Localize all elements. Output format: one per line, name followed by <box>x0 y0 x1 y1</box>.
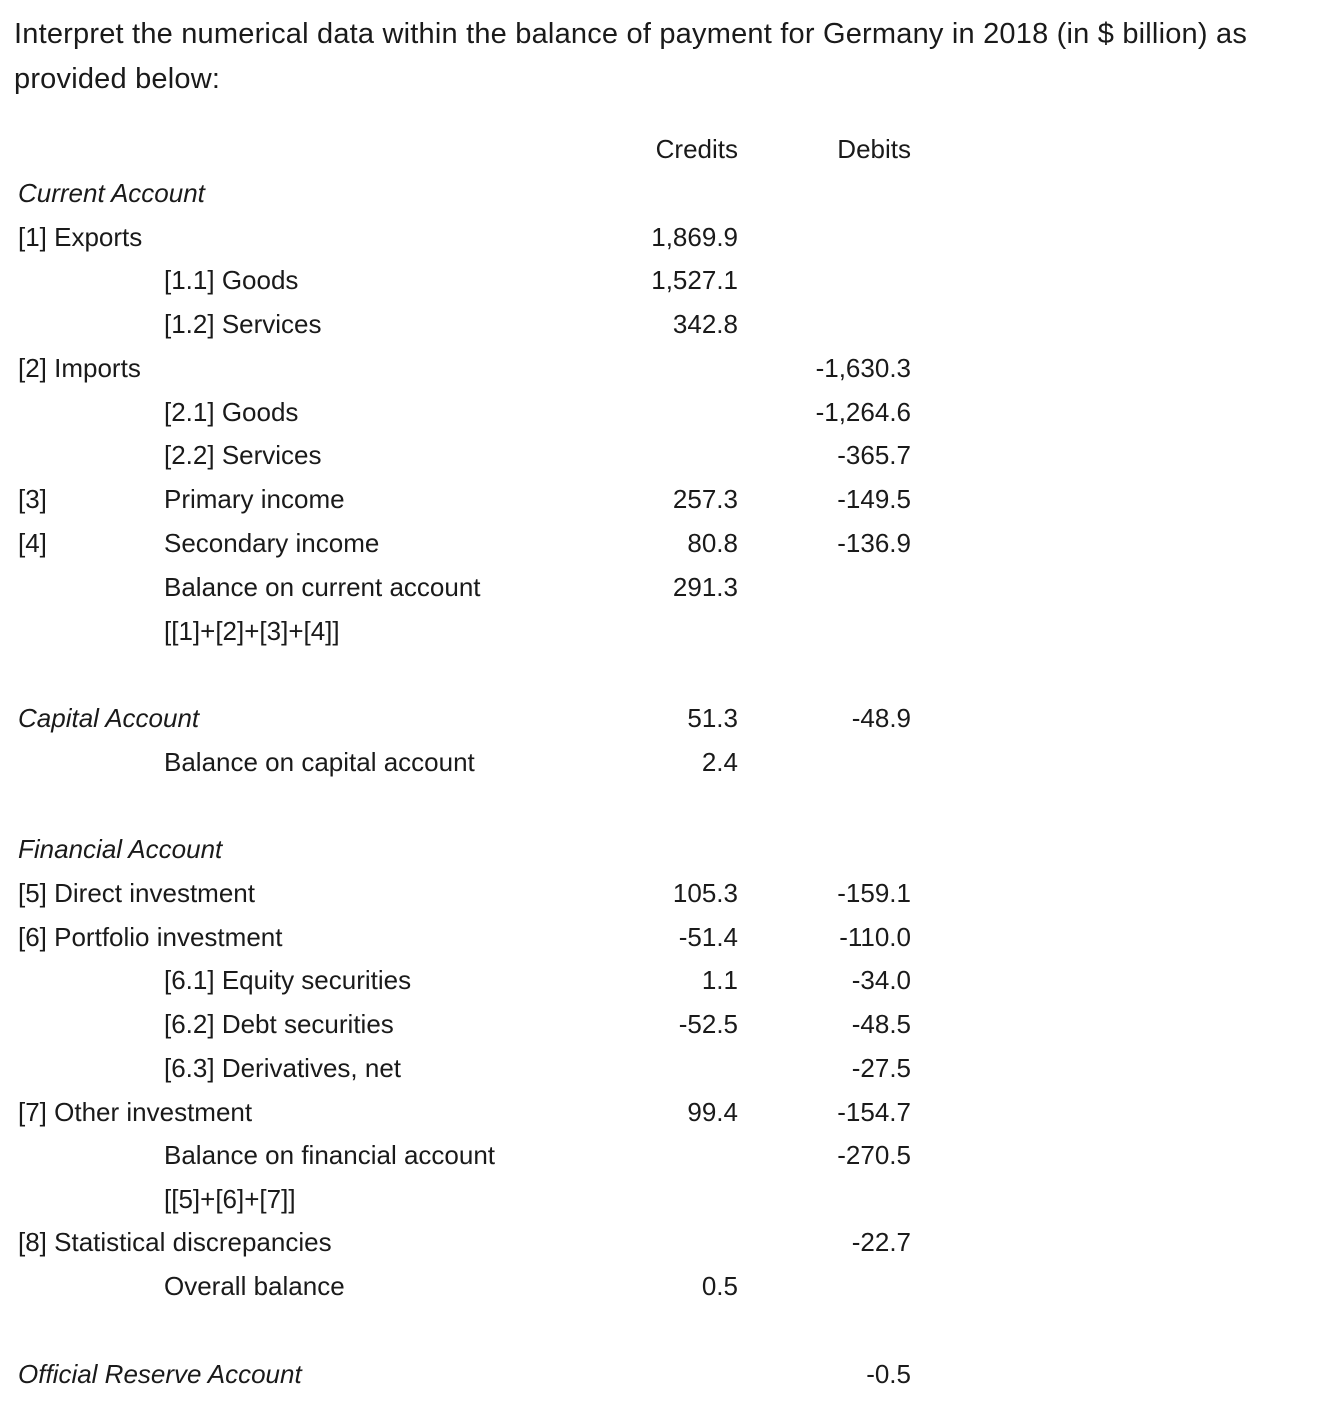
row-imports-goods <box>0 390 1344 434</box>
debit-value: -136.9 <box>837 528 911 558</box>
debit-value: -1,264.6 <box>815 397 911 427</box>
row-label: Current Account <box>18 178 205 208</box>
row-debt-securities <box>0 1002 1344 1046</box>
credits-header: Credits <box>655 134 738 164</box>
debit-value: -0.5 <box>866 1359 911 1389</box>
debit-value: -159.1 <box>837 878 911 908</box>
row-other-investment <box>0 1090 1344 1134</box>
credit-value: 1.1 <box>701 965 738 995</box>
row-secondary-income <box>0 521 1344 565</box>
row-label: [1] Exports <box>18 222 143 252</box>
credit-value: 0.5 <box>701 1271 738 1301</box>
row-label: [2] Imports <box>18 353 141 383</box>
debit-value: -48.9 <box>851 703 911 733</box>
row-balance-capital-account <box>0 740 1344 784</box>
row-formula: [[1]+[2]+[3]+[4]] <box>164 616 340 646</box>
row-label: [6.2] Debt securities <box>164 1009 394 1039</box>
row-equity-securities <box>0 958 1344 1002</box>
debit-value: -149.5 <box>837 484 911 514</box>
row-balance-current-account <box>0 565 1344 609</box>
row-label: Capital Account <box>18 703 200 733</box>
row-label: [6.1] Equity securities <box>164 965 412 995</box>
debit-value: -1,630.3 <box>815 353 911 383</box>
credit-value: 1,869.9 <box>651 222 738 252</box>
credit-value: 51.3 <box>687 703 738 733</box>
credit-value: 291.3 <box>672 572 738 602</box>
row-exports-services <box>0 302 1344 346</box>
debit-value: -110.0 <box>839 922 911 952</box>
row-label: Financial Account <box>18 834 223 864</box>
row-imports <box>0 346 1344 390</box>
credit-value: 257.3 <box>672 484 738 514</box>
credit-value: 80.8 <box>687 528 738 558</box>
section-official-reserve-account <box>0 1352 1344 1396</box>
question-text: Interpret the numerical data within the balance of payment for Germany in 2018 (in $ billion) as provided below: <box>14 18 1248 95</box>
row-imports-services <box>0 433 1344 477</box>
row-exports <box>0 215 1344 259</box>
row-label: [1.2] Services <box>164 309 322 339</box>
row-financial-account-formula <box>0 1177 1344 1221</box>
row-label: Balance on financial account <box>164 1140 496 1170</box>
debit-value: -22.7 <box>851 1227 911 1257</box>
section-current-account <box>0 171 1344 215</box>
row-label: [7] Other investment <box>18 1097 253 1127</box>
row-label: Overall balance <box>164 1271 345 1301</box>
row-label: Balance on current account <box>164 572 481 602</box>
row-label: [5] Direct investment <box>18 878 255 908</box>
row-direct-investment <box>0 871 1344 915</box>
row-label: [1.1] Goods <box>164 265 299 295</box>
row-exports-goods <box>0 258 1344 302</box>
table-header <box>0 127 1344 171</box>
debit-value: -48.5 <box>851 1009 911 1039</box>
row-formula: [[5]+[6]+[7]] <box>164 1184 296 1214</box>
debit-value: -270.5 <box>837 1140 911 1170</box>
credit-value: 2.4 <box>701 747 738 777</box>
credit-value: 1,527.1 <box>651 265 738 295</box>
credit-value: -51.4 <box>678 922 738 952</box>
row-label: Balance on capital account <box>164 747 475 777</box>
row-primary-income <box>0 477 1344 521</box>
row-label: [6.3] Derivatives, net <box>164 1053 401 1083</box>
credit-value: 99.4 <box>687 1097 738 1127</box>
row-label: [6] Portfolio investment <box>18 922 283 952</box>
row-current-account-formula <box>0 609 1344 653</box>
row-label: Primary income <box>164 484 345 514</box>
debit-value: -154.7 <box>837 1097 911 1127</box>
row-label: [2.2] Services <box>164 440 322 470</box>
debits-header: Debits <box>837 134 911 164</box>
row-portfolio-investment <box>0 915 1344 959</box>
row-number: [3] <box>18 484 47 514</box>
row-derivatives <box>0 1046 1344 1090</box>
row-label: Official Reserve Account <box>18 1359 302 1389</box>
row-overall-balance <box>0 1264 1344 1308</box>
row-label: [2.1] Goods <box>164 397 299 427</box>
section-financial-account <box>0 827 1344 871</box>
credit-value: 342.8 <box>672 309 738 339</box>
credit-value: -52.5 <box>678 1009 738 1039</box>
debit-value: -34.0 <box>851 965 911 995</box>
row-label: [8] Statistical discrepancies <box>18 1227 332 1257</box>
debit-value: -27.5 <box>851 1053 911 1083</box>
row-statistical-discrepancies <box>0 1220 1344 1264</box>
section-capital-account <box>0 696 1344 740</box>
row-number: [4] <box>18 528 47 558</box>
credit-value: 105.3 <box>672 878 738 908</box>
row-balance-financial-account <box>0 1133 1344 1177</box>
debit-value: -365.7 <box>837 440 911 470</box>
row-label: Secondary income <box>164 528 380 558</box>
